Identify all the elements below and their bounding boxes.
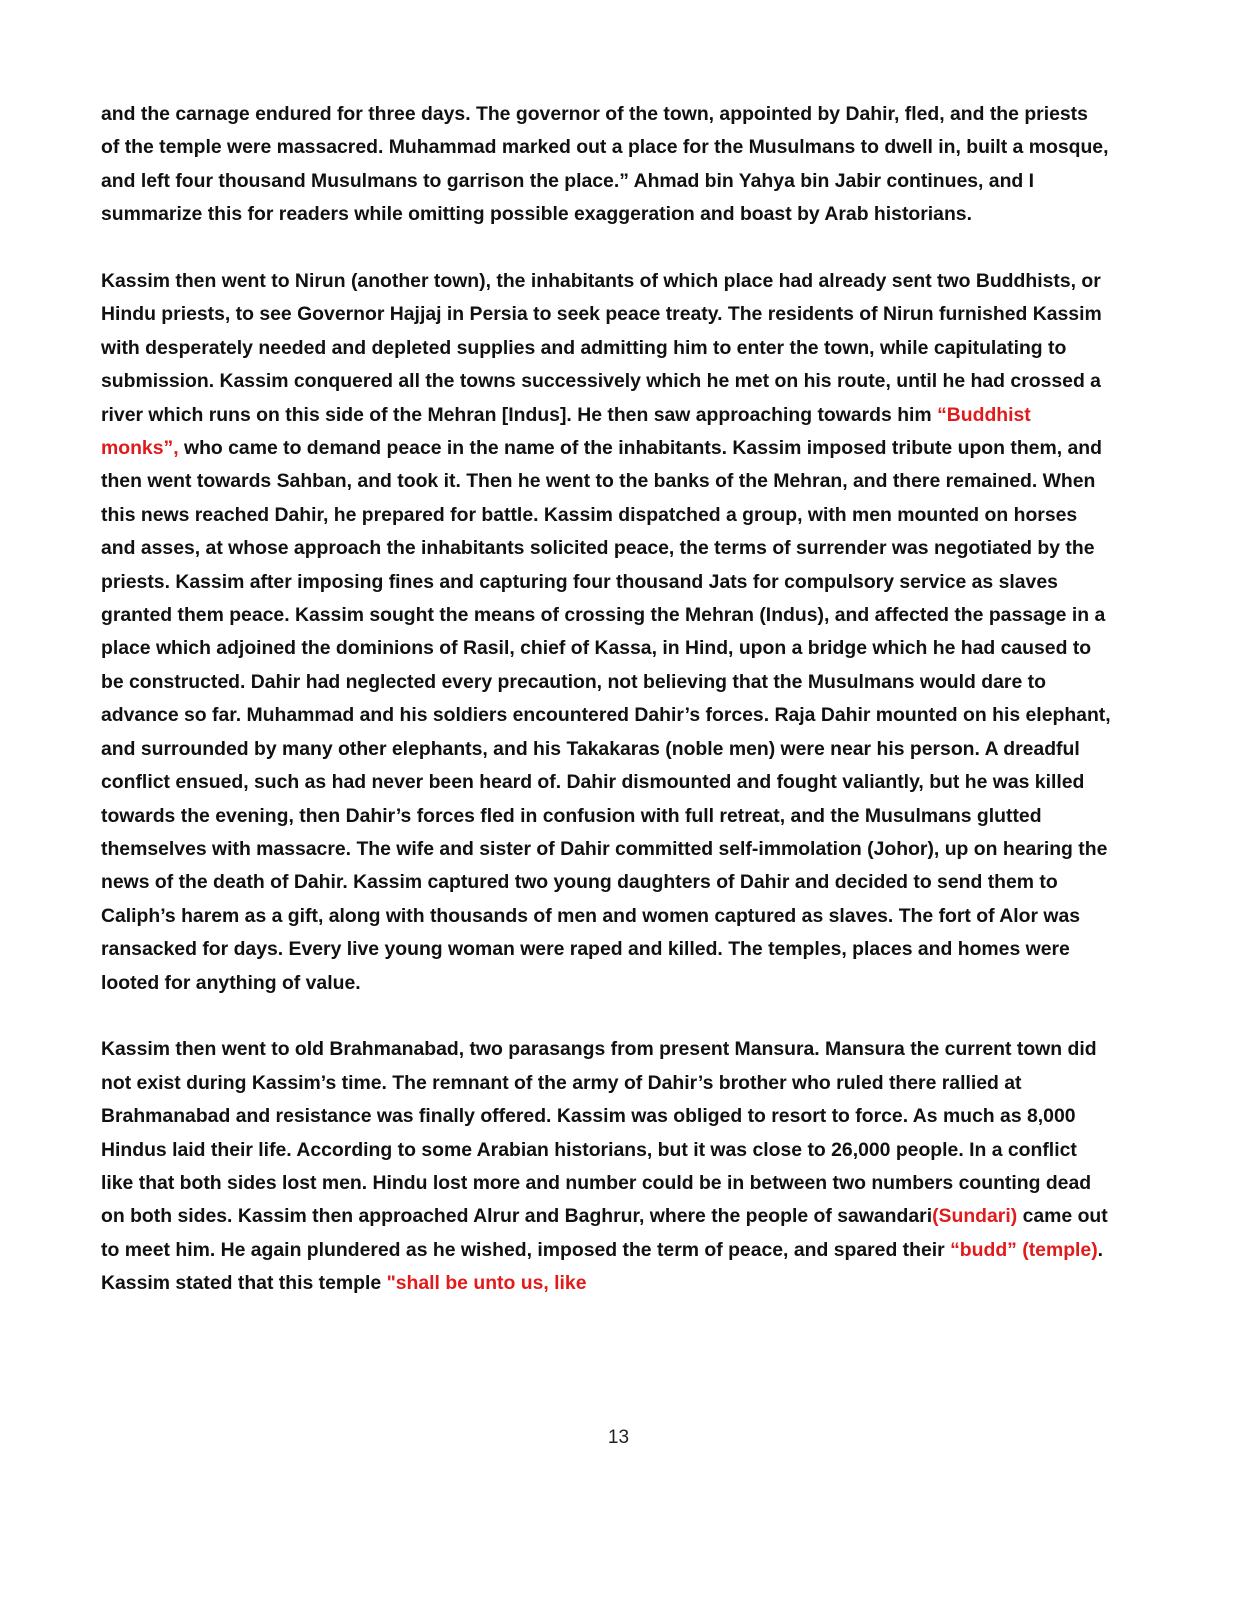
page-body — [101, 98, 1111, 1301]
highlighted-budd-temple: “budd” (temple) — [950, 1238, 1098, 1261]
paragraph-3 — [101, 1033, 1111, 1300]
text-segment: and the carnage endured for three days. The governor of the town, appointed by Dahir, fled, and the priests of the temple were massacred. Muhammad marked out a place for the Musulmans to dwell in, built a mosque, and left four thousand Musulmans to garrison the place.” Ahmad bin Yahya bin Jabir continues, and I summarize this for readers while omitting possible exaggeration and boast by Arab historians. — [101, 103, 1109, 226]
paragraph-2 — [101, 265, 1111, 1000]
highlighted-quote-continues: "shall be unto us, like — [386, 1272, 587, 1295]
highlighted-quote-buddhist-monks: “Buddhist monks”, — [101, 403, 1031, 460]
paragraph-1 — [101, 98, 1111, 232]
text-segment: . Kassim stated that this temple — [101, 1238, 1104, 1295]
page-number: 13 — [607, 1427, 630, 1448]
highlighted-sundari: (Sundari) — [932, 1205, 1018, 1228]
text-segment: Kassim then went to Nirun (another town), the inhabitants of which place had already sent two Buddhists, or Hindu priests, to see Governor Hajjaj in Persia to seek peace treaty. The residents of Nirun furnished Kassim with desperately needed and depleted supplies and admitting him to enter the town, while capitulating to submission. Kassim conquered all the towns successively which he met on his route, until he had crossed a river which runs on this side of the Mehran [Indus]. He then saw approaching towards him — [101, 270, 1102, 426]
text-segment: Kassim then went to old Brahmanabad, two parasangs from present Mansura. Mansura the current town did not exist during Kassim’s time. The remnant of the army of Dahir’s brother who ruled there rallied at Brahmanabad and resistance was finally offered. Kassim was obliged to resort to force. As much as 8,000 Hindus laid their life. According to some Arabian historians, but it was close to 26,000 people. In a conflict like that both sides lost men. Hindu lost more and number could be in between two numbers counting dead on both sides. Kassim then approached Alrur and Baghrur, where the people of sawandari — [101, 1038, 1097, 1228]
text-segment: came out to meet him. He again plundered as he wished, imposed the term of peace, and spared their — [101, 1205, 1108, 1261]
text-segment: who came to demand peace in the name of the inhabitants. Kassim imposed tribute upon them, and then went towards Sahban, and took it. Then he went to the banks of the Mehran, and there remained. When this news reached Dahir, he prepared for battle. Kassim dispatched a group, with men mounted on horses and asses, at whose approach the inhabitants solicited peace, the terms of surrender was negotiated by the priests. Kassim after imposing fines and capturing four thousand Jats for compulsory service as slaves granted them peace. Kassim sought the means of crossing the Mehran (Indus), and affected the passage in a place which adjoined the dominions of Rasil, chief of Kassa, in Hind, upon a bridge which he had caused to be constructed. Dahir had neglected every precaution, not believing that the Musulmans would dare to advance so far. Muhammad and his soldiers encountered Dahir’s forces. Raja Dahir mounted on his elephant, and surrounded by many other elephants, and his Takakaras (noble men) were near his person. A dreadful conflict ensued, such as had never been heard of. Dahir dismounted and fought valiantly, but he was killed towards the evening, then Dahir’s forces fled in confusion with full retreat, and the Musulmans glutted themselves with massacre. The wife and sister of Dahir committed self-immolation (Johor), up on hearing the news of the death of Dahir. Kassim captured two young daughters of Dahir and decided to send them to Caliph’s harem as a gift, along with thousands of men and women captured as slaves. The fort of Alor was ransacked for days. Every live young woman were raped and killed. The temples, places and homes were looted for anything of value. — [101, 437, 1111, 994]
